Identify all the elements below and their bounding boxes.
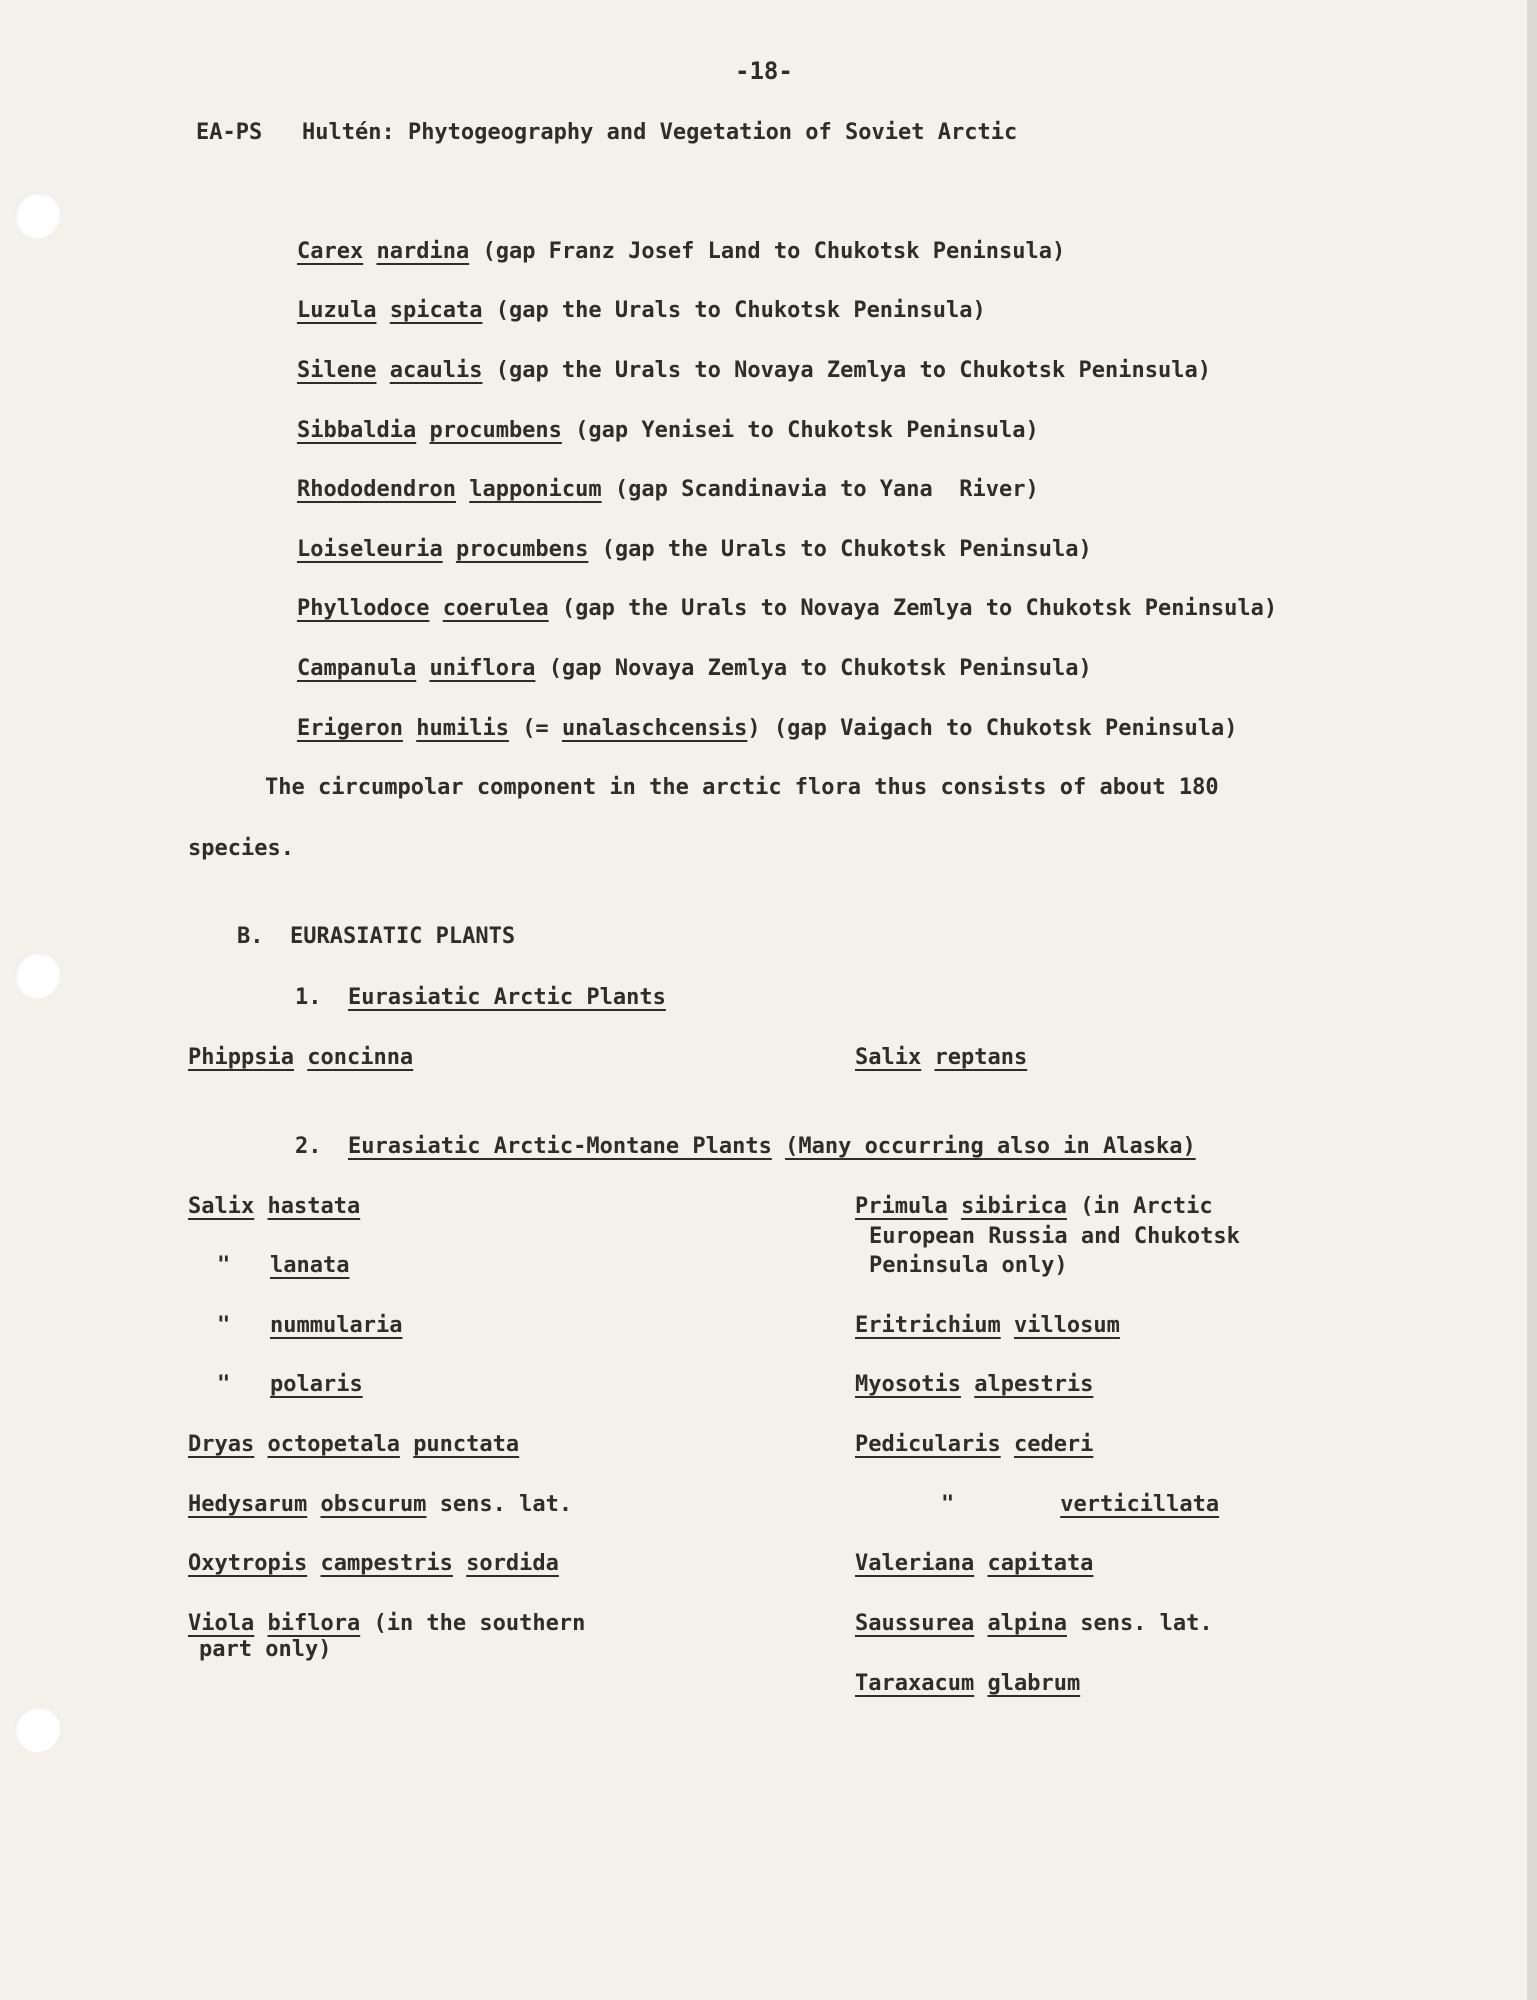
punch-hole-middle (14, 952, 60, 998)
genus: Viola (188, 1611, 255, 1636)
species-gap-line (297, 716, 1237, 742)
subsection-number: 2. (295, 1134, 322, 1159)
qualifier: sens. lat. (439, 1492, 573, 1517)
plant-entry (855, 1551, 1093, 1577)
species-gap-line (297, 418, 1039, 444)
gap-note: (gap Franz Josef Land to Chukotsk Peninsula) (482, 239, 1066, 264)
species: verticillata (1060, 1492, 1220, 1517)
plant-entry (855, 1045, 1027, 1071)
subsection-number: 1. (295, 985, 322, 1010)
species: obscurum (320, 1492, 427, 1517)
genus: Valeriana (855, 1551, 975, 1576)
genus: Salix (188, 1194, 255, 1219)
species-gap-line (297, 596, 1277, 622)
genus: Silene (297, 358, 377, 383)
species-gap-line (297, 537, 1092, 563)
species-gap-line (297, 239, 1065, 265)
species: biflora (267, 1611, 361, 1636)
genus: Myosotis (855, 1372, 961, 1397)
gap-note: (gap the Urals to Novaya Zemlya to Chukotsk Peninsula) (561, 596, 1278, 621)
gap-note: (gap Vaigach to Chukotsk Peninsula) (773, 716, 1238, 741)
gap-note: (gap the Urals to Chukotsk Peninsula) (495, 298, 986, 323)
genus: Phippsia (188, 1045, 294, 1070)
species: lanata (270, 1253, 350, 1278)
species: humilis (416, 716, 509, 741)
header-code: EA-PS (196, 120, 263, 145)
species-gap-line (297, 298, 986, 324)
plant-entry (855, 1611, 1213, 1637)
species: acaulis (389, 358, 483, 383)
species: campestris (320, 1551, 453, 1576)
genus: Dryas (188, 1432, 255, 1457)
note-continuation: Peninsula only) (869, 1253, 1068, 1278)
plant-entry (188, 1432, 519, 1458)
genus: Hedysarum (188, 1492, 308, 1517)
note: (in Arctic (1080, 1194, 1213, 1219)
note-continuation: European Russia and Chukotsk (869, 1224, 1240, 1249)
species: alpestris (974, 1372, 1094, 1397)
plant-entry (217, 1372, 363, 1398)
species: concinna (307, 1045, 414, 1070)
plant-entry (188, 1194, 360, 1220)
species: uniflora (429, 656, 536, 681)
species: alpina (987, 1611, 1067, 1636)
subsection-title: Eurasiatic Arctic-Montane Plants (348, 1134, 772, 1159)
ditto-mark: " (217, 1253, 231, 1278)
species: nummularia (270, 1313, 403, 1338)
species-gap-line (297, 477, 1039, 503)
species: octopetala (267, 1432, 400, 1457)
plant-entry (217, 1313, 402, 1339)
gap-note: (gap Yenisei to Chukotsk Peninsula) (575, 418, 1039, 443)
genus: Salix (855, 1045, 922, 1070)
genus: Rhododendron (297, 477, 456, 502)
qualifier: sens. lat. (1080, 1611, 1213, 1636)
plant-entry (188, 1551, 559, 1577)
paragraph-line: The circumpolar component in the arctic flora thus consists of about 180 (265, 775, 1219, 800)
species: procumbens (429, 418, 562, 443)
plant-entry (855, 1372, 1093, 1398)
species: nardina (376, 239, 470, 264)
genus: Eritrichium (855, 1313, 1001, 1338)
plant-entry (217, 1253, 349, 1279)
species: coerulea (442, 596, 549, 621)
variety: sordida (466, 1551, 559, 1576)
species: sibirica (960, 1194, 1067, 1219)
synonym: unalaschcensis (561, 716, 748, 741)
plant-entry (855, 1671, 1080, 1697)
species: spicata (389, 298, 483, 323)
ditto-mark: " (941, 1492, 955, 1517)
genus: Saussurea (855, 1611, 975, 1636)
species: cederi (1013, 1432, 1094, 1457)
subsection-heading (295, 1134, 1196, 1160)
species-gap-line (297, 358, 1211, 384)
genus: Oxytropis (188, 1551, 308, 1576)
genus: Taraxacum (855, 1671, 975, 1696)
plant-entry (188, 1611, 585, 1637)
genus: Carex (297, 239, 364, 264)
variety: punctata (413, 1432, 520, 1457)
genus: Campanula (297, 656, 417, 681)
species: glabrum (987, 1671, 1081, 1696)
genus: Sibbaldia (297, 418, 417, 443)
species: polaris (270, 1372, 363, 1397)
gap-note: (gap the Urals to Chukotsk Peninsula) (601, 537, 1092, 562)
punch-hole-top (14, 192, 60, 238)
plant-entry (941, 1492, 1219, 1518)
punch-hole-bottom (14, 1706, 60, 1752)
species-gap-line (297, 656, 1092, 682)
gap-note: (gap the Urals to Novaya Zemlya to Chukotsk Peninsula) (495, 358, 1211, 383)
subsection-heading (295, 985, 666, 1011)
species: reptans (934, 1045, 1028, 1070)
species: procumbens (455, 537, 589, 562)
plant-entry (188, 1045, 413, 1071)
plant-entry (855, 1432, 1093, 1458)
gap-note: (gap Novaya Zemlya to Chukotsk Peninsula) (548, 656, 1092, 681)
ditto-mark: " (217, 1372, 231, 1397)
header-title: Hultén: Phytogeography and Vegetation of Soviet Arctic (301, 120, 1018, 145)
plant-entry (188, 1492, 572, 1518)
species: hastata (267, 1194, 361, 1219)
page-number: -18- (735, 57, 793, 85)
ditto-mark: " (217, 1313, 231, 1338)
page-edge (1527, 0, 1537, 2000)
note: (in the southern (373, 1611, 586, 1636)
synonym-open: (= (522, 716, 549, 741)
plant-entry (855, 1313, 1120, 1339)
genus: Luzula (297, 298, 377, 323)
section-heading: B. EURASIATIC PLANTS (237, 924, 516, 949)
subsection-title: Eurasiatic Arctic Plants (348, 985, 666, 1010)
genus: Erigeron (297, 716, 403, 741)
plant-entry (855, 1194, 1213, 1220)
species: villosum (1013, 1313, 1120, 1338)
species: capitata (987, 1551, 1094, 1576)
genus: Loiseleuria (297, 537, 443, 562)
note-continuation: part only) (199, 1637, 332, 1662)
genus: Pedicularis (855, 1432, 1001, 1457)
species: lapponicum (469, 477, 602, 502)
header-line (196, 120, 1017, 146)
synonym-close: ) (747, 716, 761, 741)
subsection-note: (Many occurring also in Alaska) (785, 1134, 1196, 1159)
genus: Phyllodoce (297, 596, 430, 621)
gap-note: (gap Scandinavia to Yana River) (614, 477, 1039, 502)
genus: Primula (855, 1194, 948, 1219)
paragraph-line: species. (188, 836, 294, 861)
